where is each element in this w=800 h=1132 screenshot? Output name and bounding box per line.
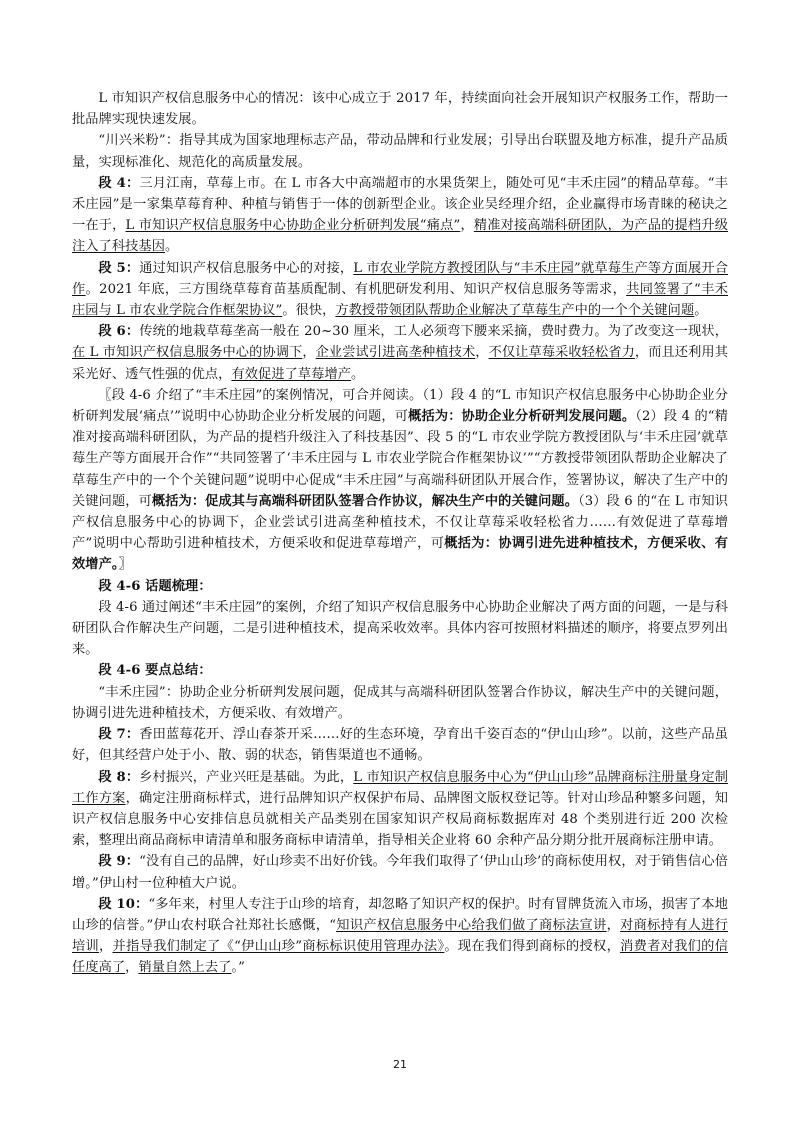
- paragraph-section-8: 段 8：乡村振兴，产业兴旺是基础。为此，L 市知识产权信息服务中心为“伊山山珍”品牌商标注册量身定制工作方案，确定注册商标样式，进行品牌知识产权保护布局、品牌图文版权登记等。针对山珍品种繁多问题，知识产权信息服务中心安排信息员就相关产品类别在国家知识产权局商标数据库对 48 个类别进行近 200 次检索，整理出商品商标申请清单和服务商标申请清单，指导相关企业将 60 余种产品分期分批开展商标注册申请。: [72, 769, 728, 849]
- underlined-key-point: L 市农业学院方教授团队与“丰禾庄园”就草莓生产等方面展开合作: [72, 260, 728, 297]
- section-label: 段 5：: [98, 260, 140, 276]
- underlined-key-point: 不仅让草莓采收轻松省力: [488, 345, 635, 361]
- underlined-key-point: 企业尝试引进高垄种植技术: [315, 345, 476, 361]
- underlined-key-point: 有效促进了草莓增产: [231, 366, 352, 382]
- underlined-key-point: 方教授带领团队帮助企业解决了草莓生产中的一个个关键问题: [335, 303, 695, 319]
- heading-topic-review: 段 4-6 话题梳理：: [98, 578, 212, 594]
- paragraph-topic-review: 段 4-6 通过阐述“丰禾庄园”的案例，介绍了知识产权信息服务中心协助企业解决了两方面的问题，一是与科研团队合作解决生产问题，二是引进种植技术，提高采收效率。具体内容可按照材料描述的顺序，将要点罗列出来。: [72, 599, 728, 658]
- underlined-key-point: 销量自然上去了: [138, 960, 232, 976]
- paragraph-section-7: 段 7：香田蓝莓花开、浮山春茶开采……好的生态环境，孕育出千姿百态的“伊山山珍”。以前，这些产品虽好，但其经营户处于小、散、弱的状态，销售渠道也不通畅。: [72, 727, 728, 764]
- page-number: 21: [393, 1058, 407, 1071]
- section-label: 段 10：: [98, 896, 149, 912]
- underlined-key-point: L 市知识产权信息服务中心协助企业分析研判发展“痛点”: [125, 218, 461, 234]
- paragraph-key-points: “丰禾庄园”：协助企业分析研判发展问题，促成其与高端科研团队签署合作协议，解决生产中的关键问题，协调引进先进种植技术，方便采收、有效增产。: [72, 684, 728, 721]
- section-label: 段 9：: [98, 854, 140, 870]
- paragraph-section-9: 段 9：“没有自己的品牌，好山珍卖不出好价钱。今年我们取得了‘伊山山珍’的商标使用权，对于销售信心倍增。”伊山村一位种植大户说。: [72, 854, 728, 891]
- summary-bold: 概括为：协助企业分析研判发展问题。: [408, 409, 636, 425]
- document-body: [72, 88, 728, 979]
- paragraph-section-10: 段 10：“多年来，村里人专注于山珍的培育，却忽略了知识产权的保护。时有冒牌货流入市场，损害了本地山珍的信誉。”伊山农村联合社郑社长感慨，“知识产权信息服务中心给我们做了商标法宣讲，对商标持有人进行培训，并指导我们制定了《“伊山山珍”商标标识使用管理办法》。现在我们得到商标的授权，消费者对我们的信任度高了，销量自然上去了。”: [72, 896, 728, 976]
- underlined-key-point: 在 L 市知识产权信息服务中心的协调下: [72, 345, 303, 361]
- paragraph-section-6: 段 6：传统的地栽草莓垄高一般在 20~30 厘米，工人必须弯下腰来采摘，费时费力。为了改变这一现状，在 L 市知识产权信息服务中心的协调下，企业尝试引进高垄种植技术，不仅让草莓采收轻松省力，而且还利用其采光好、透气性强的优点，有效促进了草莓增产。: [72, 324, 728, 382]
- heading-key-points: 段 4-6 要点总结：: [98, 663, 212, 679]
- paragraph-section-4: 段 4：三月江南，草莓上市。在 L 市各大中高端超市的水果货架上，随处可见“丰禾庄园”的精品草莓。“丰禾庄园”是一家集草莓育种、种植与销售于一体的创新型企业。该企业吴经理介绍，企业赢得市场青睐的秘诀之一在于，L 市知识产权信息服务中心协助企业分析研判发展“痛点”，精准对接高端科研团队，为产品的提档升级注入了科技基因。: [72, 175, 728, 255]
- section-label: 段 6：: [98, 324, 140, 340]
- underlined-key-point: 共同签署了“丰禾庄园与 L 市农业学院合作框架协议”: [72, 281, 728, 319]
- underlined-key-point: 对商标持有人进行培训: [72, 917, 728, 955]
- underlined-key-point: L 市知识产权信息服务中心为“伊山山珍”品牌商标注册量身定制工作方案: [72, 769, 728, 806]
- summary-bold: 概括为：促成其与高端科研团队签署合作协议，解决生产中的关键问题。: [151, 493, 579, 509]
- summary-bold: 概括为：协调引进先进种植技术，方便采收、有效增产。: [72, 536, 728, 573]
- section-label: 段 8：: [98, 769, 140, 785]
- underlined-key-point: 知识产权信息服务中心给我们做了商标法宣讲: [336, 917, 607, 933]
- paragraph-analysis-4-6: 〖段 4-6 介绍了“丰禾庄园”的案例情况，可合并阅读。（1）段 4 的“L 市知识产权信息服务中心协助企业分析研判发展‘痛点’”说明中心协助企业分析发展的问题，可概括为：协助企业分析研判发展问题。（2）段 4 的“精准对接高端科研团队，为产品的提档升级注入了科技基因”、段 5 的“L 市农业学院方教授团队与‘丰禾庄园’就草莓生产等方面展开合作”“共同签署了‘丰禾庄园与 L 市农业学院合作框架协议’”“方教授带领团队帮助企业解决了草莓生产中的一个个关键问题”说明中心促成“丰禾庄园”与高端科研团队开展合作，签署协议，解决了生产中的关键问题，可概括为：促成其与高端科研团队签署合作协议，解决生产中的关键问题。（3）段 6 的“在 L 市知识产权信息服务中心的协调下，企业尝试引进高垄种植技术，不仅让草莓采收轻松省力……有效促进了草莓增产”说明中心帮助引进种植技术，方便采收和促进草莓增产，可概括为：协调引进先进种植技术，方便采收、有效增产。〗: [72, 387, 729, 573]
- paragraph-chuanxing-rice-noodle: “川兴米粉”：指导其成为国家地理标志产品，带动品牌和行业发展；引导出台联盟及地方标准，提升产品质量，实现标准化、规范化的高质量发展。: [72, 133, 728, 170]
- underlined-key-point: 精准对接高端科研团队，为产品的提档升级注入了科技基因: [72, 218, 728, 255]
- paragraph-section-5: 段 5：通过知识产权信息服务中心的对接，L 市农业学院方教授团队与“丰禾庄园”就草莓生产等方面展开合作。2021 年底，三方围绕草莓育苗基质配制、有机肥研发利用、知识产权信息服务等需求，共同签署了“丰禾庄园与 L 市农业学院合作框架协议”。很快，方教授带领团队帮助企业解决了草莓生产中的一个个关键问题。: [72, 260, 728, 319]
- underlined-key-point: 并指导我们制定了《“伊山山珍”商标标识使用管理办法》: [112, 939, 445, 955]
- underlined-key-point: 消费者对我们的信任度高了: [72, 939, 728, 976]
- section-label: 段 4：: [98, 175, 140, 191]
- paragraph-l-city-center: L 市知识产权信息服务中心的情况：该中心成立于 2017 年，持续面向社会开展知识产权服务工作，帮助一批品牌实现快速发展。: [72, 91, 728, 128]
- section-label: 段 7：: [98, 727, 140, 743]
